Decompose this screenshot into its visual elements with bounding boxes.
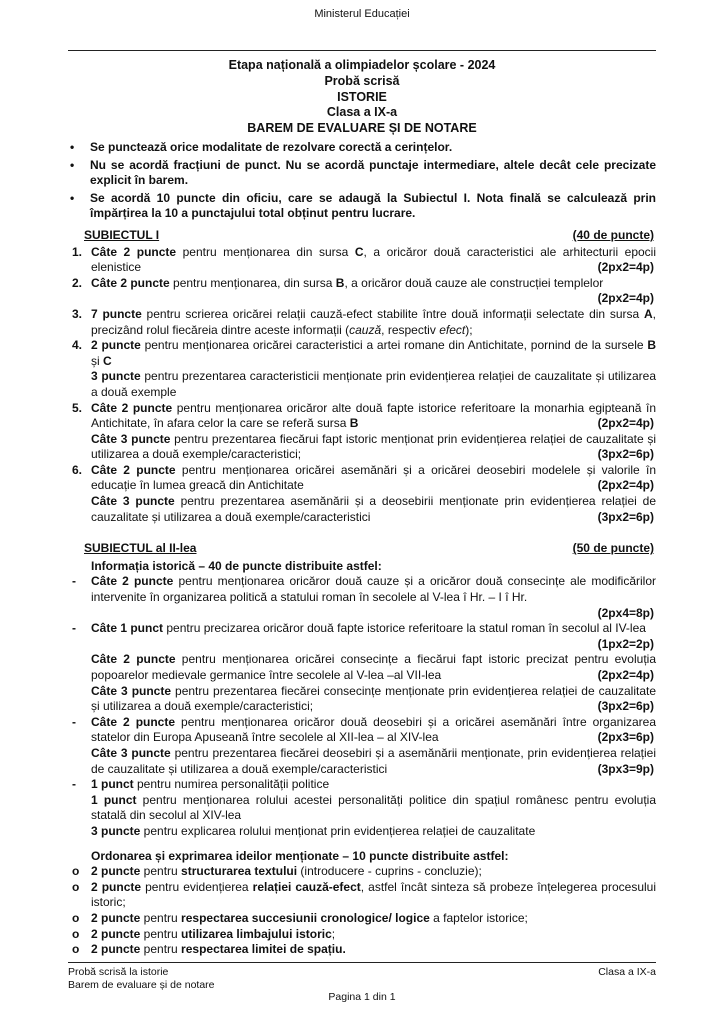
subject2-items-order: [68, 864, 656, 958]
page-number: Pagina 1 din 1: [328, 991, 396, 1003]
item-text: relației cauză-efect: [252, 879, 361, 894]
item-text: Câte 2 puncte: [91, 462, 176, 477]
item-text: pentru menționarea oricăror două cauze și a oricăror două consecințe ale modificărilor intervenite în organizarea politică a statului roman în secolele al V-lea î Hr. – I î Hr.: [91, 574, 657, 605]
item-text: , astfel încât sinteza să probeze înțelegerea procesului istoric;: [91, 879, 656, 910]
subject1-points: (40 de puncte): [572, 227, 654, 242]
item-text: B: [647, 338, 657, 353]
rule-text: Nu se acordă fracțiuni de punct. Nu se acordă punctaje intermediare, altele decât cele precizate explicit în barem.: [90, 157, 656, 188]
item-marker: 4.: [72, 338, 83, 353]
grading-item: [68, 864, 656, 880]
grading-item: [68, 307, 656, 338]
item-text: pentru precizarea oricăror două fapte istorice referitoare la statul roman în secolul al IV-lea: [163, 621, 646, 636]
item-text: respectarea succesiunii cronologice/ logice: [181, 910, 430, 925]
item-text: Câte 2 puncte: [91, 652, 176, 667]
grading-item: [68, 401, 656, 432]
title-line: Probă scrisă: [324, 73, 400, 88]
subject2-heading: [84, 541, 654, 557]
item-text: pentru evidențierea: [141, 879, 253, 894]
grading-item: [68, 574, 656, 621]
grading-item: [68, 824, 656, 840]
item-text: pentru: [140, 864, 182, 879]
item-marker: o: [72, 926, 80, 941]
grading-item: [68, 245, 656, 276]
item-text: Câte 3 puncte: [91, 431, 171, 446]
grading-item: [68, 652, 656, 683]
item-text: , a oricăror două caracteristici ale arhitecturii epocii elenistice: [91, 244, 657, 275]
item-text: 2 puncte: [91, 942, 141, 957]
bullet-icon: •: [70, 157, 75, 172]
bullet-icon: •: [70, 190, 75, 205]
item-text: C: [103, 353, 112, 368]
item-text: pentru menționarea din sursa: [176, 244, 355, 259]
grading-item: [68, 777, 656, 793]
grading-item: [68, 746, 656, 777]
item-score: (2px2=4p): [597, 260, 654, 275]
subject1-items: [68, 245, 656, 526]
section-heading: Ordonarea și exprimarea ideilor menționate – 10 puncte distribuite astfel:: [91, 848, 509, 863]
grading-item: [68, 927, 656, 943]
item-text: 7 puncte: [91, 306, 142, 321]
item-text: Câte 3 puncte: [91, 683, 172, 698]
grading-item: [68, 338, 656, 369]
item-text: ;: [331, 926, 336, 941]
item-score: (2px2=4p): [597, 416, 654, 431]
item-text: pentru numirea personalității politice: [133, 777, 330, 792]
bullet-icon: •: [70, 140, 75, 154]
grading-item: [68, 621, 656, 652]
item-text: 3 puncte: [91, 823, 141, 838]
item-score: (3px2=6p): [597, 699, 654, 714]
title-line: ISTORIE: [337, 89, 387, 104]
item-text: B: [335, 275, 345, 290]
title-line: BAREM DE EVALUARE ȘI DE NOTARE: [247, 121, 477, 136]
item-text: pentru menționarea rolului acestei personalități politice din spațiul românesc pentru evoluția statală din secolul al XIV-lea: [91, 792, 657, 823]
item-text: pentru: [140, 910, 182, 925]
item-text: utilizarea limbajului istoric: [181, 926, 332, 941]
item-text: pentru prezentarea caracteristicii menționate prin evidențierea relației de cauzalitate și utilizarea a două exemple: [91, 369, 657, 399]
grading-item: [68, 494, 656, 525]
footer-right: Clasa a IX-a: [598, 966, 656, 978]
item-text: efect: [439, 322, 466, 337]
item-text: Câte 2 puncte: [91, 714, 176, 729]
item-marker: o: [72, 942, 80, 957]
item-text: cauză: [349, 322, 382, 337]
grading-item: [68, 463, 656, 494]
grading-item: [68, 276, 656, 307]
grading-item: [68, 793, 656, 824]
rule-item: [68, 191, 656, 222]
item-text: 2 puncte: [91, 910, 141, 925]
subject2-points: (50 de puncte): [572, 541, 654, 556]
grading-item: [68, 432, 656, 463]
item-marker: 3.: [72, 306, 83, 321]
subject2-title: SUBIECTUL al II-lea: [84, 541, 197, 556]
item-text: 1 punct: [91, 777, 134, 792]
item-score: (2px3=6p): [597, 730, 654, 745]
item-marker: 5.: [72, 400, 83, 415]
item-text: 3 puncte: [91, 369, 141, 384]
item-text: pentru: [140, 926, 182, 941]
item-text: pentru explicarea rolului menționat prin evidențierea relației de cauzalitate: [140, 823, 536, 838]
item-text: , a oricăror două cauze ale construcției templelor: [344, 275, 604, 290]
item-text: pentru menționarea, din sursa: [169, 275, 336, 290]
item-text: Câte 1 punct: [91, 621, 164, 636]
document-titles: [0, 58, 724, 137]
item-text: 2 puncte: [91, 926, 141, 941]
item-text: , respectiv: [381, 322, 440, 337]
item-text: pentru prezentarea fiecărei consecințe menționate prin evidențierea relației de cauzalitate și utilizarea a două exemple/caracteristici;: [91, 683, 656, 714]
item-text: Câte 3 puncte: [91, 494, 175, 509]
item-text: Câte 2 puncte: [91, 400, 173, 415]
rule-text: Se punctează orice modalitate de rezolvare corectă a cerințelor.: [90, 140, 453, 154]
section-heading: Informația istorică – 40 de puncte distribuite astfel:: [91, 558, 382, 573]
subject1-title: SUBIECTUL I: [84, 227, 160, 242]
footer-left: Probă scrisă la istorie: [68, 966, 169, 978]
item-marker: o: [72, 879, 80, 894]
header-divider: [68, 50, 656, 51]
item-text: 2 puncte: [91, 338, 141, 353]
rule-item: [68, 140, 656, 156]
content: [68, 140, 656, 958]
footer-left: Barem de evaluare și de notare: [68, 979, 215, 991]
item-score: (2px2=4p): [597, 291, 654, 306]
footer: [68, 966, 656, 992]
footer-divider: [68, 962, 656, 963]
subject2-items-info: [68, 574, 656, 839]
item-text: pentru prezentarea asemănării și a deosebirii menționate prin evidențierea relației de cauzalitate și utilizarea a două exemple/caracteristici: [91, 494, 656, 524]
item-text: pentru menționarea oricărei consecințe a fiecărui fapt istoric precizat pentru evoluția popoarelor medievale germanice între secolele al V-lea –al VII-lea: [91, 652, 656, 682]
item-text: );: [465, 322, 473, 337]
item-text: (introducere - cuprins - concluzie);: [297, 864, 482, 879]
item-score: (3px3=9p): [597, 761, 654, 776]
item-marker: -: [72, 574, 76, 589]
item-text: Câte 2 puncte: [91, 275, 170, 290]
item-text: 2 puncte: [91, 864, 141, 879]
item-score: (3px2=6p): [597, 447, 654, 462]
item-score: (2px2=4p): [597, 668, 654, 682]
item-text: și: [91, 353, 103, 368]
grading-item: [68, 880, 656, 911]
item-score: (1px2=2p): [597, 636, 654, 651]
grading-item: [68, 942, 656, 958]
item-text: Câte 3 puncte: [91, 745, 171, 760]
item-text: C: [354, 244, 364, 259]
title-line: Etapa națională a olimpiadelor școlare - 2024: [228, 58, 496, 72]
grading-item: [68, 715, 656, 746]
item-text: a faptelor istorice;: [429, 910, 528, 925]
item-text: pentru scrierea oricărei relații cauză-efect stabilite între două informații selectate din sursa: [141, 306, 644, 321]
item-text: pentru menționarea oricăror două deosebiri și a oricărei asemănări între organizarea statelor din Europa Apuseană între secolele al XII-lea – al XIV-lea: [91, 714, 656, 745]
rule-text: Se acordă 10 puncte din oficiu, care se adaugă la Subiectul I. Nota finală se calculează prin împărțirea la 10 a punctajului total obținut pentru lucrare.: [90, 190, 656, 221]
item-text: respectarea limitei de spațiu.: [181, 942, 346, 957]
item-text: pentru prezentarea fiecărei deosebiri și a asemănării menționate, prin evidențierea relației de cauzalitate și utilizarea a două exemple/caracteristici: [91, 745, 656, 776]
item-marker: 6.: [72, 462, 83, 477]
ministry-header: Ministerul Educației: [314, 8, 410, 20]
title-line: Clasa a IX-a: [326, 105, 398, 120]
item-text: pentru prezentarea fiecărui fapt istoric menționat prin evidențierea relației de cauzalitate și utilizarea a două exemple/caracteristici;: [91, 431, 657, 462]
item-marker: 2.: [72, 275, 83, 290]
item-text: , precizând rolul fiecăreia dintre aceste informații (: [91, 306, 657, 337]
item-text: Câte 2 puncte: [91, 244, 177, 259]
item-marker: -: [72, 777, 76, 792]
item-marker: 1.: [72, 244, 83, 259]
grading-item: [68, 369, 656, 400]
item-text: structurarea textului: [181, 864, 298, 879]
item-text: pentru menționarea oricăror alte două fapte istorice referitoare la monarhia egipteană în Antichitate, în afara celor la care se referă sursa: [91, 400, 656, 431]
rule-item: [68, 158, 656, 189]
item-marker: o: [72, 864, 80, 879]
item-text: Câte 2 puncte: [91, 574, 174, 589]
item-score: (2px4=8p): [597, 605, 654, 620]
item-score: (3px2=6p): [597, 509, 654, 524]
item-text: pentru menționarea oricărei asemănări și a oricărei deosebiri modelele și valorile în educație în lumea greacă din Antichitate: [91, 462, 656, 493]
item-score: (2px2=4p): [597, 478, 654, 493]
item-text: 1 punct: [91, 792, 137, 807]
item-text: pentru: [140, 942, 182, 957]
grading-item: [68, 911, 656, 927]
item-marker: -: [72, 714, 76, 729]
item-text: A: [644, 306, 653, 321]
item-marker: -: [72, 621, 76, 636]
item-text: B: [349, 416, 359, 431]
subject1-heading: [84, 228, 654, 244]
item-text: 2 puncte: [91, 879, 142, 894]
grading-item: [68, 684, 656, 715]
item-marker: o: [72, 910, 80, 925]
item-text: pentru menționarea oricărei caracteristici a artei romane din Antichitate, pornind de la sursele: [140, 338, 648, 353]
